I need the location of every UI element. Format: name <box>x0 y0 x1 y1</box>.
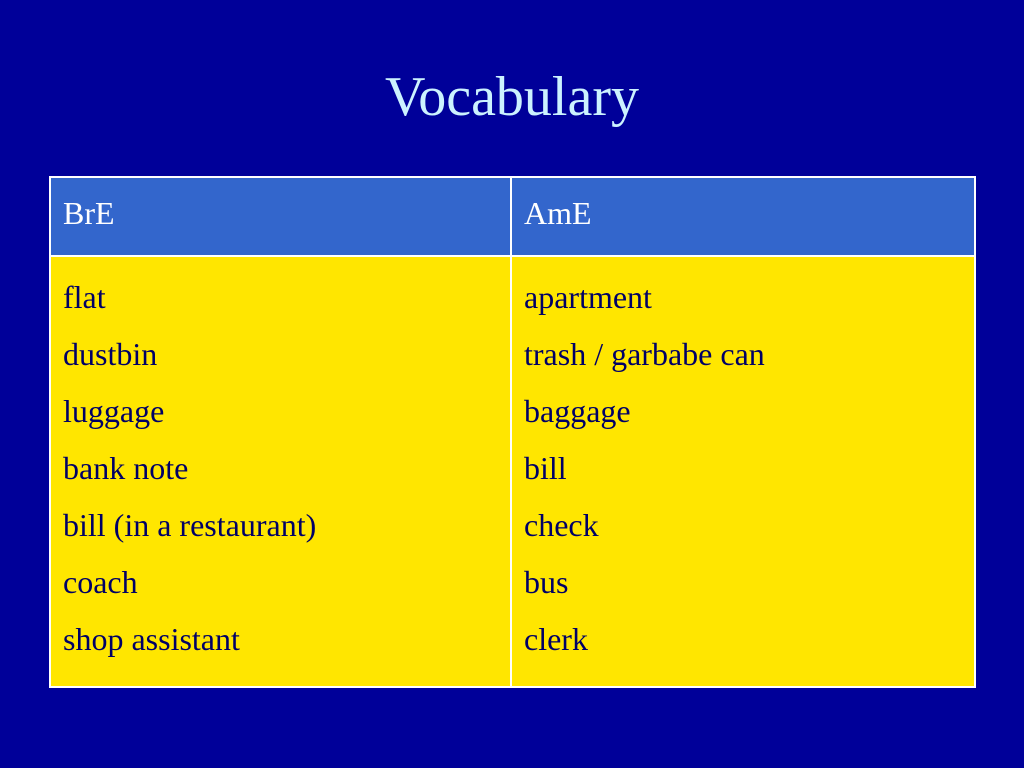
bre-word: shop assistant <box>63 621 240 657</box>
bre-word: bill (in a restaurant) <box>63 507 317 543</box>
header-bre: BrE <box>50 177 511 256</box>
bre-word: dustbin <box>63 336 158 372</box>
slide-title: Vocabulary <box>385 66 639 128</box>
bre-word: luggage <box>63 393 165 429</box>
ame-word: bill <box>524 450 567 486</box>
ame-word: trash / garbabe can <box>524 336 765 372</box>
bre-word: coach <box>63 564 138 600</box>
ame-word: check <box>524 507 599 543</box>
ame-word: clerk <box>524 621 588 657</box>
ame-column <box>511 256 975 687</box>
table-header-row <box>50 177 975 256</box>
bre-word: bank note <box>63 450 189 486</box>
ame-word: apartment <box>524 279 652 315</box>
bre-column <box>50 256 511 687</box>
header-ame: AmE <box>511 177 975 256</box>
bre-word: flat <box>63 279 106 315</box>
ame-word: bus <box>524 564 569 600</box>
table-body-row <box>50 256 975 687</box>
ame-word: baggage <box>524 393 631 429</box>
vocabulary-table <box>49 176 976 688</box>
